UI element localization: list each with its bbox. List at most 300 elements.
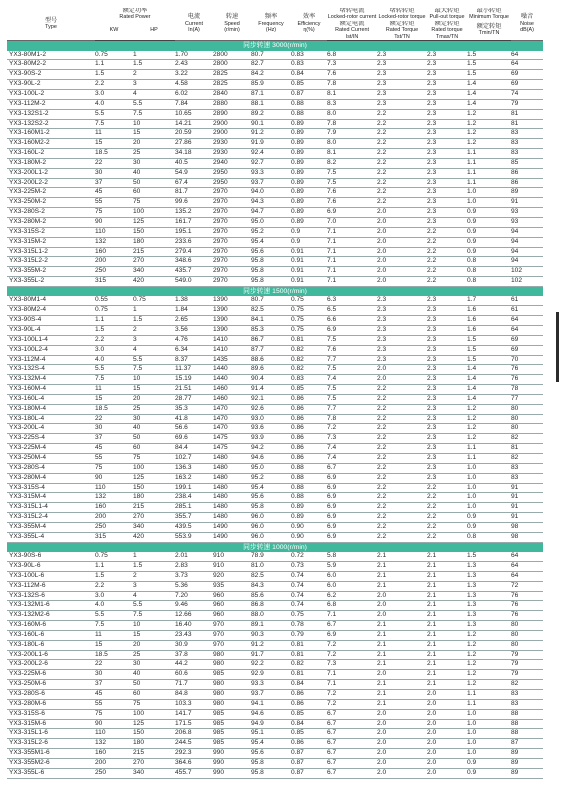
cell-hp: 100 bbox=[133, 208, 175, 218]
cell-min-torque-ratio: 1.4 bbox=[467, 375, 511, 385]
cell-efficiency: 0.79 bbox=[291, 630, 327, 640]
cell-max-torque-ratio: 2.3 bbox=[427, 217, 467, 227]
cell-kw: 15 bbox=[95, 139, 133, 149]
cell-frequency: 90.3 bbox=[251, 630, 291, 640]
cell-current: 455.7 bbox=[175, 768, 213, 778]
cell-locked-current-ratio: 6.0 bbox=[327, 571, 377, 581]
cell-speed: 1390 bbox=[213, 326, 251, 336]
cell-efficiency: 0.72 bbox=[291, 552, 327, 561]
cell-locked-current-ratio: 7.8 bbox=[327, 80, 377, 90]
cell-min-torque-ratio: 0.9 bbox=[467, 217, 511, 227]
cell-min-torque-ratio: 1.1 bbox=[467, 168, 511, 178]
cell-noise: 64 bbox=[511, 60, 543, 70]
cell-current: 84.8 bbox=[175, 689, 213, 699]
table-row bbox=[7, 601, 543, 611]
cell-speed: 1490 bbox=[213, 522, 251, 532]
cell-efficiency: 0.91 bbox=[291, 257, 327, 267]
cell-max-torque-ratio: 2.0 bbox=[427, 699, 467, 709]
cell-kw: 1.5 bbox=[95, 571, 133, 581]
cell-type: YX3-132S2-2 bbox=[7, 119, 95, 129]
cell-min-torque-ratio: 1.5 bbox=[467, 355, 511, 365]
cell-speed: 985 bbox=[213, 709, 251, 719]
cell-current: 1.70 bbox=[175, 51, 213, 60]
cell-min-torque-ratio: 1.2 bbox=[467, 404, 511, 414]
cell-type: YX3-132S-4 bbox=[7, 365, 95, 375]
cell-locked-current-ratio: 7.5 bbox=[327, 168, 377, 178]
cell-efficiency: 0.87 bbox=[291, 749, 327, 759]
cell-min-torque-ratio: 1.0 bbox=[467, 719, 511, 729]
header-min-torque-cn: 最小转矩 bbox=[476, 8, 502, 14]
cell-locked-current-ratio: 7.3 bbox=[327, 434, 377, 444]
cell-type: YX3-315S-2 bbox=[7, 227, 95, 237]
cell-locked-torque-ratio: 2.1 bbox=[377, 621, 427, 631]
cell-locked-torque-ratio: 2.1 bbox=[377, 571, 427, 581]
cell-max-torque-ratio: 2.3 bbox=[427, 355, 467, 365]
cell-hp: 2 bbox=[133, 571, 175, 581]
cell-max-torque-ratio: 2.1 bbox=[427, 581, 467, 591]
cell-noise: 80 bbox=[511, 630, 543, 640]
cell-noise: 80 bbox=[511, 640, 543, 650]
cell-locked-current-ratio: 6.9 bbox=[327, 326, 377, 336]
cell-type: YX3-280S-2 bbox=[7, 208, 95, 218]
header-speed bbox=[213, 8, 251, 41]
cell-frequency: 96.0 bbox=[251, 522, 291, 532]
cell-hp: 7.5 bbox=[133, 109, 175, 119]
table-row bbox=[7, 758, 543, 768]
table-row bbox=[7, 394, 543, 404]
cell-min-torque-ratio: 1.1 bbox=[467, 689, 511, 699]
cell-type: YX3-80M1-4 bbox=[7, 296, 95, 305]
speed-section-header bbox=[7, 542, 543, 552]
cell-current: 20.59 bbox=[175, 129, 213, 139]
cell-locked-current-ratio: 5.9 bbox=[327, 562, 377, 572]
header-noise-cn: 噪音 bbox=[520, 13, 534, 21]
cell-min-torque-ratio: 0.9 bbox=[467, 513, 511, 523]
cell-max-torque-ratio: 2.1 bbox=[427, 670, 467, 680]
cell-current: 27.86 bbox=[175, 139, 213, 149]
cell-noise: 83 bbox=[511, 689, 543, 699]
cell-current: 141.7 bbox=[175, 709, 213, 719]
cell-kw: 2.2 bbox=[95, 80, 133, 90]
table-row bbox=[7, 404, 543, 414]
cell-min-torque-ratio: 1.3 bbox=[467, 581, 511, 591]
cell-min-torque-ratio: 1.3 bbox=[467, 562, 511, 572]
cell-speed: 1475 bbox=[213, 434, 251, 444]
header-eff-en: Efficiency bbox=[297, 20, 321, 27]
header-speed-en: Speed bbox=[224, 20, 240, 27]
cell-max-torque-ratio: 2.3 bbox=[427, 99, 467, 109]
cell-noise: 76 bbox=[511, 365, 543, 375]
table-row bbox=[7, 434, 543, 444]
cell-type: YX3-355L-2 bbox=[7, 277, 95, 287]
cell-speed: 1390 bbox=[213, 296, 251, 305]
cell-frequency: 92.4 bbox=[251, 149, 291, 159]
cell-noise: 82 bbox=[511, 453, 543, 463]
cell-hp: 5.5 bbox=[133, 355, 175, 365]
table-row bbox=[7, 296, 543, 305]
cell-noise: 69 bbox=[511, 70, 543, 80]
cell-kw: 1.1 bbox=[95, 316, 133, 326]
cell-speed: 980 bbox=[213, 650, 251, 660]
cell-noise: 88 bbox=[511, 709, 543, 719]
cell-type: YX3-200L2-2 bbox=[7, 178, 95, 188]
table-row bbox=[7, 670, 543, 680]
cell-frequency: 95.8 bbox=[251, 267, 291, 277]
cell-type: YX3-100L1-4 bbox=[7, 335, 95, 345]
cell-min-torque-ratio: 1.4 bbox=[467, 80, 511, 90]
cell-speed: 2970 bbox=[213, 227, 251, 237]
cell-frequency: 95.0 bbox=[251, 463, 291, 473]
header-type-en: Type bbox=[45, 24, 57, 31]
cell-locked-current-ratio: 7.6 bbox=[327, 70, 377, 80]
header-mnt-sub-cn: 额定转矩 bbox=[476, 23, 502, 31]
cell-current: 71.7 bbox=[175, 680, 213, 690]
cell-noise: 93 bbox=[511, 208, 543, 218]
cell-max-torque-ratio: 2.2 bbox=[427, 513, 467, 523]
cell-current: 34.18 bbox=[175, 149, 213, 159]
cell-current: 549.0 bbox=[175, 277, 213, 287]
cell-frequency: 95.1 bbox=[251, 729, 291, 739]
cell-hp: 4 bbox=[133, 591, 175, 601]
cell-frequency: 95.8 bbox=[251, 277, 291, 287]
cell-noise: 98 bbox=[511, 522, 543, 532]
cell-efficiency: 0.86 bbox=[291, 394, 327, 404]
cell-kw: 1.1 bbox=[95, 60, 133, 70]
cell-max-torque-ratio: 2.3 bbox=[427, 188, 467, 198]
cell-kw: 4.0 bbox=[95, 601, 133, 611]
cell-efficiency: 0.90 bbox=[291, 532, 327, 542]
cell-locked-torque-ratio: 2.2 bbox=[377, 473, 427, 483]
cell-locked-current-ratio: 7.4 bbox=[327, 453, 377, 463]
cell-hp: 2 bbox=[133, 70, 175, 80]
header-current bbox=[175, 8, 213, 41]
cell-type: YX3-160L-2 bbox=[7, 149, 95, 159]
cell-speed: 1480 bbox=[213, 473, 251, 483]
cell-locked-torque-ratio: 2.1 bbox=[377, 680, 427, 690]
cell-min-torque-ratio: 0.9 bbox=[467, 237, 511, 247]
cell-locked-torque-ratio: 2.0 bbox=[377, 277, 427, 287]
cell-hp: 270 bbox=[133, 758, 175, 768]
cell-frequency: 92.2 bbox=[251, 660, 291, 670]
header-locked-torque-cn: 堵转转矩 bbox=[389, 8, 415, 14]
cell-max-torque-ratio: 2.1 bbox=[427, 562, 467, 572]
cell-type: YX3-355M-4 bbox=[7, 522, 95, 532]
cell-locked-current-ratio: 6.7 bbox=[327, 749, 377, 759]
cell-speed: 1490 bbox=[213, 532, 251, 542]
cell-noise: 69 bbox=[511, 80, 543, 90]
cell-speed: 990 bbox=[213, 749, 251, 759]
cell-hp: 75 bbox=[133, 699, 175, 709]
cell-locked-current-ratio: 7.3 bbox=[327, 60, 377, 70]
cell-locked-current-ratio: 6.9 bbox=[327, 630, 377, 640]
cell-speed: 2970 bbox=[213, 267, 251, 277]
header-eff-cn: 效率 bbox=[302, 13, 316, 21]
cell-type: YX3-315L2-2 bbox=[7, 257, 95, 267]
cell-current: 1.84 bbox=[175, 306, 213, 316]
cell-locked-current-ratio: 6.7 bbox=[327, 621, 377, 631]
cell-min-torque-ratio: 1.0 bbox=[467, 709, 511, 719]
cell-efficiency: 0.88 bbox=[291, 109, 327, 119]
header-lt-sub-cn: 额定转矩 bbox=[389, 20, 415, 27]
cell-efficiency: 0.86 bbox=[291, 689, 327, 699]
cell-frequency: 91.7 bbox=[251, 650, 291, 660]
cell-hp: 15 bbox=[133, 129, 175, 139]
cell-speed: 2970 bbox=[213, 188, 251, 198]
cell-locked-current-ratio: 7.2 bbox=[327, 689, 377, 699]
cell-max-torque-ratio: 2.1 bbox=[427, 650, 467, 660]
cell-speed: 1470 bbox=[213, 414, 251, 424]
cell-speed: 1460 bbox=[213, 394, 251, 404]
cell-hp: 40 bbox=[133, 424, 175, 434]
table-row bbox=[7, 650, 543, 660]
cell-speed: 2970 bbox=[213, 208, 251, 218]
cell-hp: 340 bbox=[133, 522, 175, 532]
cell-efficiency: 0.81 bbox=[291, 640, 327, 650]
cell-locked-torque-ratio: 2.3 bbox=[377, 326, 427, 336]
cell-max-torque-ratio: 2.3 bbox=[427, 326, 467, 336]
cell-locked-torque-ratio: 2.1 bbox=[377, 630, 427, 640]
cell-speed: 2970 bbox=[213, 277, 251, 287]
cell-locked-current-ratio: 7.5 bbox=[327, 335, 377, 345]
cell-max-torque-ratio: 2.0 bbox=[427, 739, 467, 749]
cell-speed: 985 bbox=[213, 729, 251, 739]
header-noise-en: Noise bbox=[520, 20, 534, 27]
cell-efficiency: 0.91 bbox=[291, 247, 327, 257]
header-hp bbox=[133, 21, 175, 41]
cell-speed: 1440 bbox=[213, 365, 251, 375]
cell-frequency: 88.6 bbox=[251, 355, 291, 365]
cell-hp: 40 bbox=[133, 670, 175, 680]
header-power-en: Rated Power bbox=[119, 14, 151, 21]
cell-kw: 30 bbox=[95, 168, 133, 178]
cell-hp: 2 bbox=[133, 326, 175, 336]
cell-locked-torque-ratio: 2.3 bbox=[377, 90, 427, 100]
cell-min-torque-ratio: 0.8 bbox=[467, 257, 511, 267]
cell-noise: 61 bbox=[511, 306, 543, 316]
cell-locked-current-ratio: 7.4 bbox=[327, 444, 377, 454]
cell-frequency: 91.2 bbox=[251, 129, 291, 139]
cell-noise: 94 bbox=[511, 257, 543, 267]
cell-frequency: 91.4 bbox=[251, 385, 291, 395]
cell-frequency: 90.1 bbox=[251, 119, 291, 129]
cell-noise: 86 bbox=[511, 178, 543, 188]
cell-hp: 1 bbox=[133, 51, 175, 60]
header-max-torque-cn: 最大转矩 bbox=[434, 8, 460, 14]
table-row bbox=[7, 552, 543, 561]
cell-speed: 980 bbox=[213, 689, 251, 699]
cell-type: YX3-180L-4 bbox=[7, 414, 95, 424]
cell-kw: 45 bbox=[95, 188, 133, 198]
cell-noise: 79 bbox=[511, 670, 543, 680]
cell-max-torque-ratio: 2.3 bbox=[427, 51, 467, 60]
cell-current: 5.36 bbox=[175, 581, 213, 591]
cell-current: 163.2 bbox=[175, 473, 213, 483]
cell-locked-torque-ratio: 2.2 bbox=[377, 513, 427, 523]
cell-locked-torque-ratio: 2.2 bbox=[377, 522, 427, 532]
table-row bbox=[7, 493, 543, 503]
cell-locked-torque-ratio: 2.0 bbox=[377, 758, 427, 768]
cell-kw: 11 bbox=[95, 129, 133, 139]
table-row bbox=[7, 188, 543, 198]
cell-kw: 132 bbox=[95, 493, 133, 503]
cell-locked-current-ratio: 7.6 bbox=[327, 345, 377, 355]
cell-efficiency: 0.75 bbox=[291, 326, 327, 336]
cell-locked-current-ratio: 7.2 bbox=[327, 424, 377, 434]
cell-type: YX3-180L-6 bbox=[7, 640, 95, 650]
cell-efficiency: 0.86 bbox=[291, 434, 327, 444]
cell-efficiency: 0.87 bbox=[291, 768, 327, 778]
cell-type: YX3-200L2-6 bbox=[7, 660, 95, 670]
cell-noise: 61 bbox=[511, 296, 543, 305]
cell-locked-current-ratio: 6.7 bbox=[327, 768, 377, 778]
cell-current: 35.3 bbox=[175, 404, 213, 414]
cell-noise: 81 bbox=[511, 109, 543, 119]
cell-hp: 215 bbox=[133, 749, 175, 759]
cell-speed: 1480 bbox=[213, 503, 251, 513]
cell-max-torque-ratio: 2.3 bbox=[427, 90, 467, 100]
cell-min-torque-ratio: 0.8 bbox=[467, 532, 511, 542]
cell-hp: 50 bbox=[133, 434, 175, 444]
cell-frequency: 89.6 bbox=[251, 365, 291, 375]
table-row bbox=[7, 699, 543, 709]
cell-min-torque-ratio: 1.0 bbox=[467, 749, 511, 759]
cell-type: YX3-280S-4 bbox=[7, 463, 95, 473]
cell-hp: 60 bbox=[133, 444, 175, 454]
cell-efficiency: 0.75 bbox=[291, 296, 327, 305]
cell-noise: 79 bbox=[511, 99, 543, 109]
cell-frequency: 94.6 bbox=[251, 709, 291, 719]
header-lc-sub-cn: 额定电流 bbox=[339, 20, 365, 27]
cell-efficiency: 0.88 bbox=[291, 473, 327, 483]
cell-speed: 985 bbox=[213, 739, 251, 749]
cell-noise: 98 bbox=[511, 532, 543, 542]
cell-max-torque-ratio: 2.3 bbox=[427, 198, 467, 208]
speed-section-title: 同步转速 3000(r/min) bbox=[7, 41, 543, 51]
cell-frequency: 93.9 bbox=[251, 434, 291, 444]
cell-locked-current-ratio: 6.5 bbox=[327, 306, 377, 316]
cell-max-torque-ratio: 2.3 bbox=[427, 434, 467, 444]
cell-noise: 69 bbox=[511, 335, 543, 345]
cell-efficiency: 0.81 bbox=[291, 670, 327, 680]
cell-speed: 910 bbox=[213, 552, 251, 561]
cell-hp: 180 bbox=[133, 739, 175, 749]
cell-max-torque-ratio: 2.2 bbox=[427, 247, 467, 257]
cell-type: YX3-225S-4 bbox=[7, 434, 95, 444]
cell-max-torque-ratio: 2.3 bbox=[427, 453, 467, 463]
cell-hp: 3 bbox=[133, 581, 175, 591]
cell-hp: 5.5 bbox=[133, 99, 175, 109]
cell-locked-torque-ratio: 2.0 bbox=[377, 768, 427, 778]
cell-locked-current-ratio: 6.9 bbox=[327, 513, 377, 523]
cell-max-torque-ratio: 2.3 bbox=[427, 316, 467, 326]
cell-efficiency: 0.84 bbox=[291, 70, 327, 80]
cell-hp: 150 bbox=[133, 729, 175, 739]
table-row bbox=[7, 719, 543, 729]
cell-speed: 2930 bbox=[213, 139, 251, 149]
header-min-torque-ratio bbox=[467, 21, 511, 41]
cell-hp: 15 bbox=[133, 385, 175, 395]
cell-efficiency: 0.82 bbox=[291, 660, 327, 670]
cell-hp: 1 bbox=[133, 552, 175, 561]
cell-noise: 64 bbox=[511, 552, 543, 561]
cell-kw: 55 bbox=[95, 453, 133, 463]
cell-noise: 64 bbox=[511, 571, 543, 581]
cell-efficiency: 0.89 bbox=[291, 168, 327, 178]
cell-current: 56.6 bbox=[175, 424, 213, 434]
cell-noise: 83 bbox=[511, 473, 543, 483]
cell-hp: 0.75 bbox=[133, 296, 175, 305]
cell-kw: 22 bbox=[95, 660, 133, 670]
cell-max-torque-ratio: 2.1 bbox=[427, 611, 467, 621]
table-row bbox=[7, 149, 543, 159]
cell-frequency: 93.6 bbox=[251, 424, 291, 434]
cell-speed: 2900 bbox=[213, 129, 251, 139]
cell-locked-torque-ratio: 2.3 bbox=[377, 80, 427, 90]
cell-locked-current-ratio: 7.5 bbox=[327, 385, 377, 395]
table-row bbox=[7, 522, 543, 532]
cell-efficiency: 0.89 bbox=[291, 178, 327, 188]
cell-max-torque-ratio: 2.3 bbox=[427, 365, 467, 375]
cell-current: 279.4 bbox=[175, 247, 213, 257]
cell-min-torque-ratio: 1.1 bbox=[467, 149, 511, 159]
cell-kw: 90 bbox=[95, 719, 133, 729]
cell-locked-torque-ratio: 2.3 bbox=[377, 99, 427, 109]
cell-kw: 75 bbox=[95, 709, 133, 719]
cell-locked-current-ratio: 7.6 bbox=[327, 188, 377, 198]
cell-max-torque-ratio: 2.3 bbox=[427, 306, 467, 316]
cell-max-torque-ratio: 2.1 bbox=[427, 552, 467, 561]
cell-kw: 7.5 bbox=[95, 119, 133, 129]
cell-current: 15.19 bbox=[175, 375, 213, 385]
header-max-torque bbox=[427, 8, 467, 21]
cell-kw: 30 bbox=[95, 670, 133, 680]
cell-locked-torque-ratio: 2.2 bbox=[377, 503, 427, 513]
cell-kw: 15 bbox=[95, 394, 133, 404]
cell-efficiency: 0.88 bbox=[291, 99, 327, 109]
cell-noise: 83 bbox=[511, 149, 543, 159]
cell-locked-torque-ratio: 2.3 bbox=[377, 355, 427, 365]
cell-type: YX3-132M-4 bbox=[7, 375, 95, 385]
table-row bbox=[7, 198, 543, 208]
cell-hp: 420 bbox=[133, 277, 175, 287]
cell-kw: 18.5 bbox=[95, 149, 133, 159]
cell-max-torque-ratio: 2.0 bbox=[427, 768, 467, 778]
cell-type: YX3-355M-2 bbox=[7, 267, 95, 277]
cell-current: 23.43 bbox=[175, 630, 213, 640]
cell-locked-current-ratio: 7.0 bbox=[327, 217, 377, 227]
cell-type: YX3-132S-6 bbox=[7, 591, 95, 601]
cell-frequency: 94.6 bbox=[251, 453, 291, 463]
table-row bbox=[7, 60, 543, 70]
cell-min-torque-ratio: 1.0 bbox=[467, 503, 511, 513]
cell-kw: 37 bbox=[95, 178, 133, 188]
cell-current: 102.7 bbox=[175, 453, 213, 463]
cell-min-torque-ratio: 1.0 bbox=[467, 483, 511, 493]
cell-frequency: 95.8 bbox=[251, 503, 291, 513]
cell-noise: 102 bbox=[511, 267, 543, 277]
cell-hp: 20 bbox=[133, 394, 175, 404]
table-row bbox=[7, 158, 543, 168]
cell-frequency: 88.1 bbox=[251, 99, 291, 109]
cell-min-torque-ratio: 1.2 bbox=[467, 650, 511, 660]
header-kw bbox=[95, 21, 133, 41]
cell-locked-current-ratio: 7.5 bbox=[327, 178, 377, 188]
cell-kw: 5.5 bbox=[95, 109, 133, 119]
cell-speed: 1480 bbox=[213, 453, 251, 463]
cell-frequency: 92.6 bbox=[251, 404, 291, 414]
cell-locked-torque-ratio: 2.0 bbox=[377, 601, 427, 611]
cell-max-torque-ratio: 2.2 bbox=[427, 483, 467, 493]
